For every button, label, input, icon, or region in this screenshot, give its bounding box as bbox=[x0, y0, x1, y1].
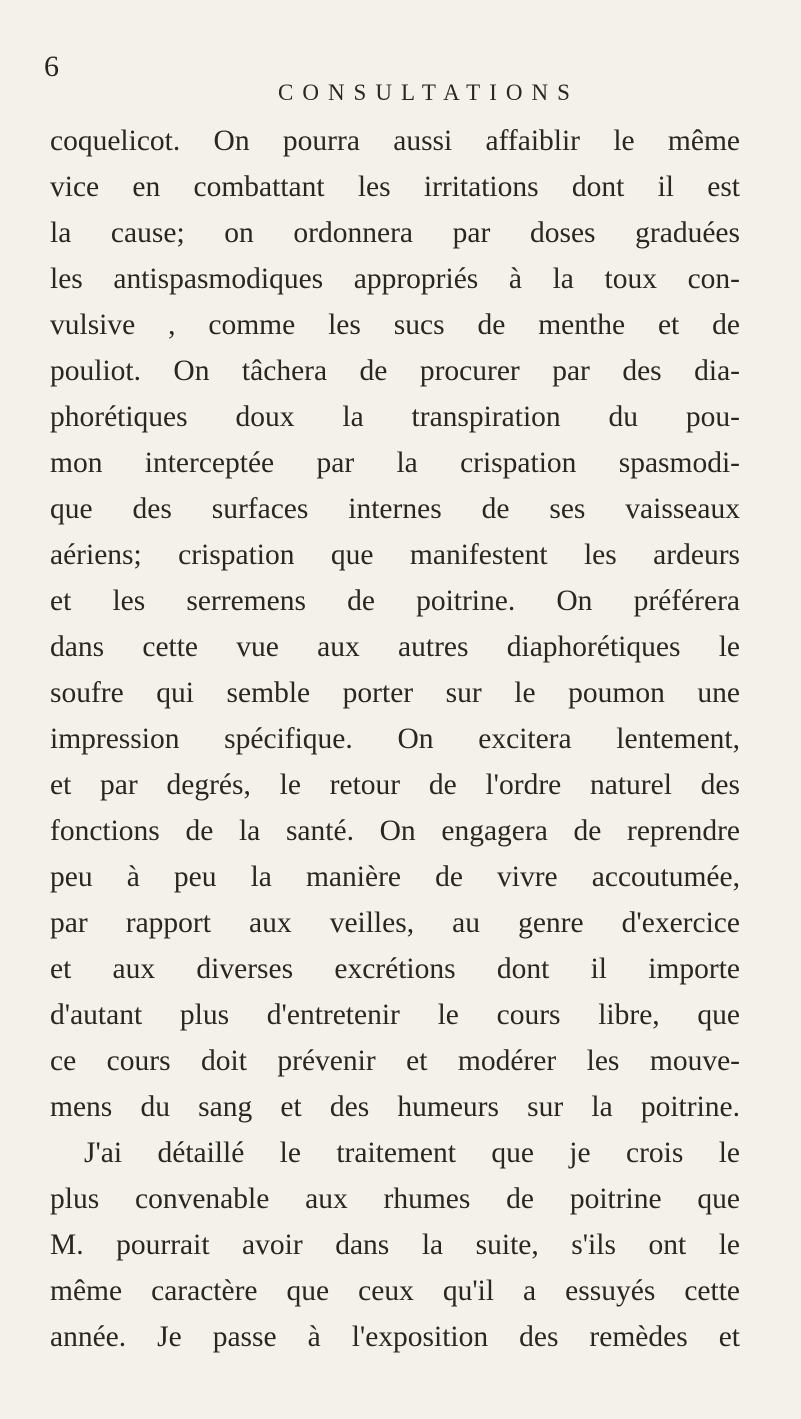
text-line: impression spécifique. On excitera lentement, bbox=[50, 723, 740, 755]
text-line: d'autant plus d'entretenir le cours libre, que bbox=[50, 999, 740, 1031]
text-line: soufre qui semble porter sur le poumon une bbox=[50, 677, 740, 709]
text-line: par rapport aux veilles, au genre d'exercice bbox=[50, 907, 740, 939]
page-number: 6 bbox=[44, 50, 59, 83]
text-line: et par degrés, le retour de l'ordre naturel des bbox=[50, 769, 740, 801]
body-text bbox=[50, 118, 740, 1360]
text-line: vulsive , comme les sucs de menthe et de bbox=[50, 309, 740, 341]
text-line: dans cette vue aux autres diaphorétiques le bbox=[50, 631, 740, 663]
text-line: et aux diverses excrétions dont il importe bbox=[50, 953, 740, 985]
text-line: fonctions de la santé. On engagera de reprendre bbox=[50, 815, 740, 847]
text-line: mens du sang et des humeurs sur la poitrine. bbox=[50, 1091, 740, 1123]
text-line: même caractère que ceux qu'il a essuyés cette bbox=[50, 1275, 740, 1307]
text-line: année. Je passe à l'exposition des remèdes et bbox=[50, 1321, 740, 1353]
text-line: plus convenable aux rhumes de poitrine que bbox=[50, 1183, 740, 1215]
text-line: coquelicot. On pourra aussi affaiblir le même bbox=[50, 125, 740, 157]
text-line: que des surfaces internes de ses vaisseaux bbox=[50, 493, 740, 525]
running-head: CONSULTATIONS bbox=[278, 80, 579, 105]
text-line: peu à peu la manière de vivre accoutumée, bbox=[50, 861, 740, 893]
text-line: les antispasmodiques appropriés à la toux con- bbox=[50, 263, 740, 295]
text-line: vice en combattant les irritations dont il est bbox=[50, 171, 740, 203]
text-line: ce cours doit prévenir et modérer les mouve- bbox=[50, 1045, 740, 1077]
text-line: aériens; crispation que manifestent les ardeurs bbox=[50, 539, 740, 571]
text-line: J'ai détaillé le traitement que je crois le bbox=[84, 1137, 740, 1169]
text-line: mon interceptée par la crispation spasmodi- bbox=[50, 447, 740, 479]
text-line: la cause; on ordonnera par doses graduées bbox=[50, 217, 740, 249]
text-line: et les serremens de poitrine. On préférera bbox=[50, 585, 740, 617]
text-line: M. pourrait avoir dans la suite, s'ils ont le bbox=[50, 1229, 740, 1261]
text-line: pouliot. On tâchera de procurer par des dia- bbox=[50, 355, 740, 387]
text-line: phorétiques doux la transpiration du pou- bbox=[50, 401, 740, 433]
